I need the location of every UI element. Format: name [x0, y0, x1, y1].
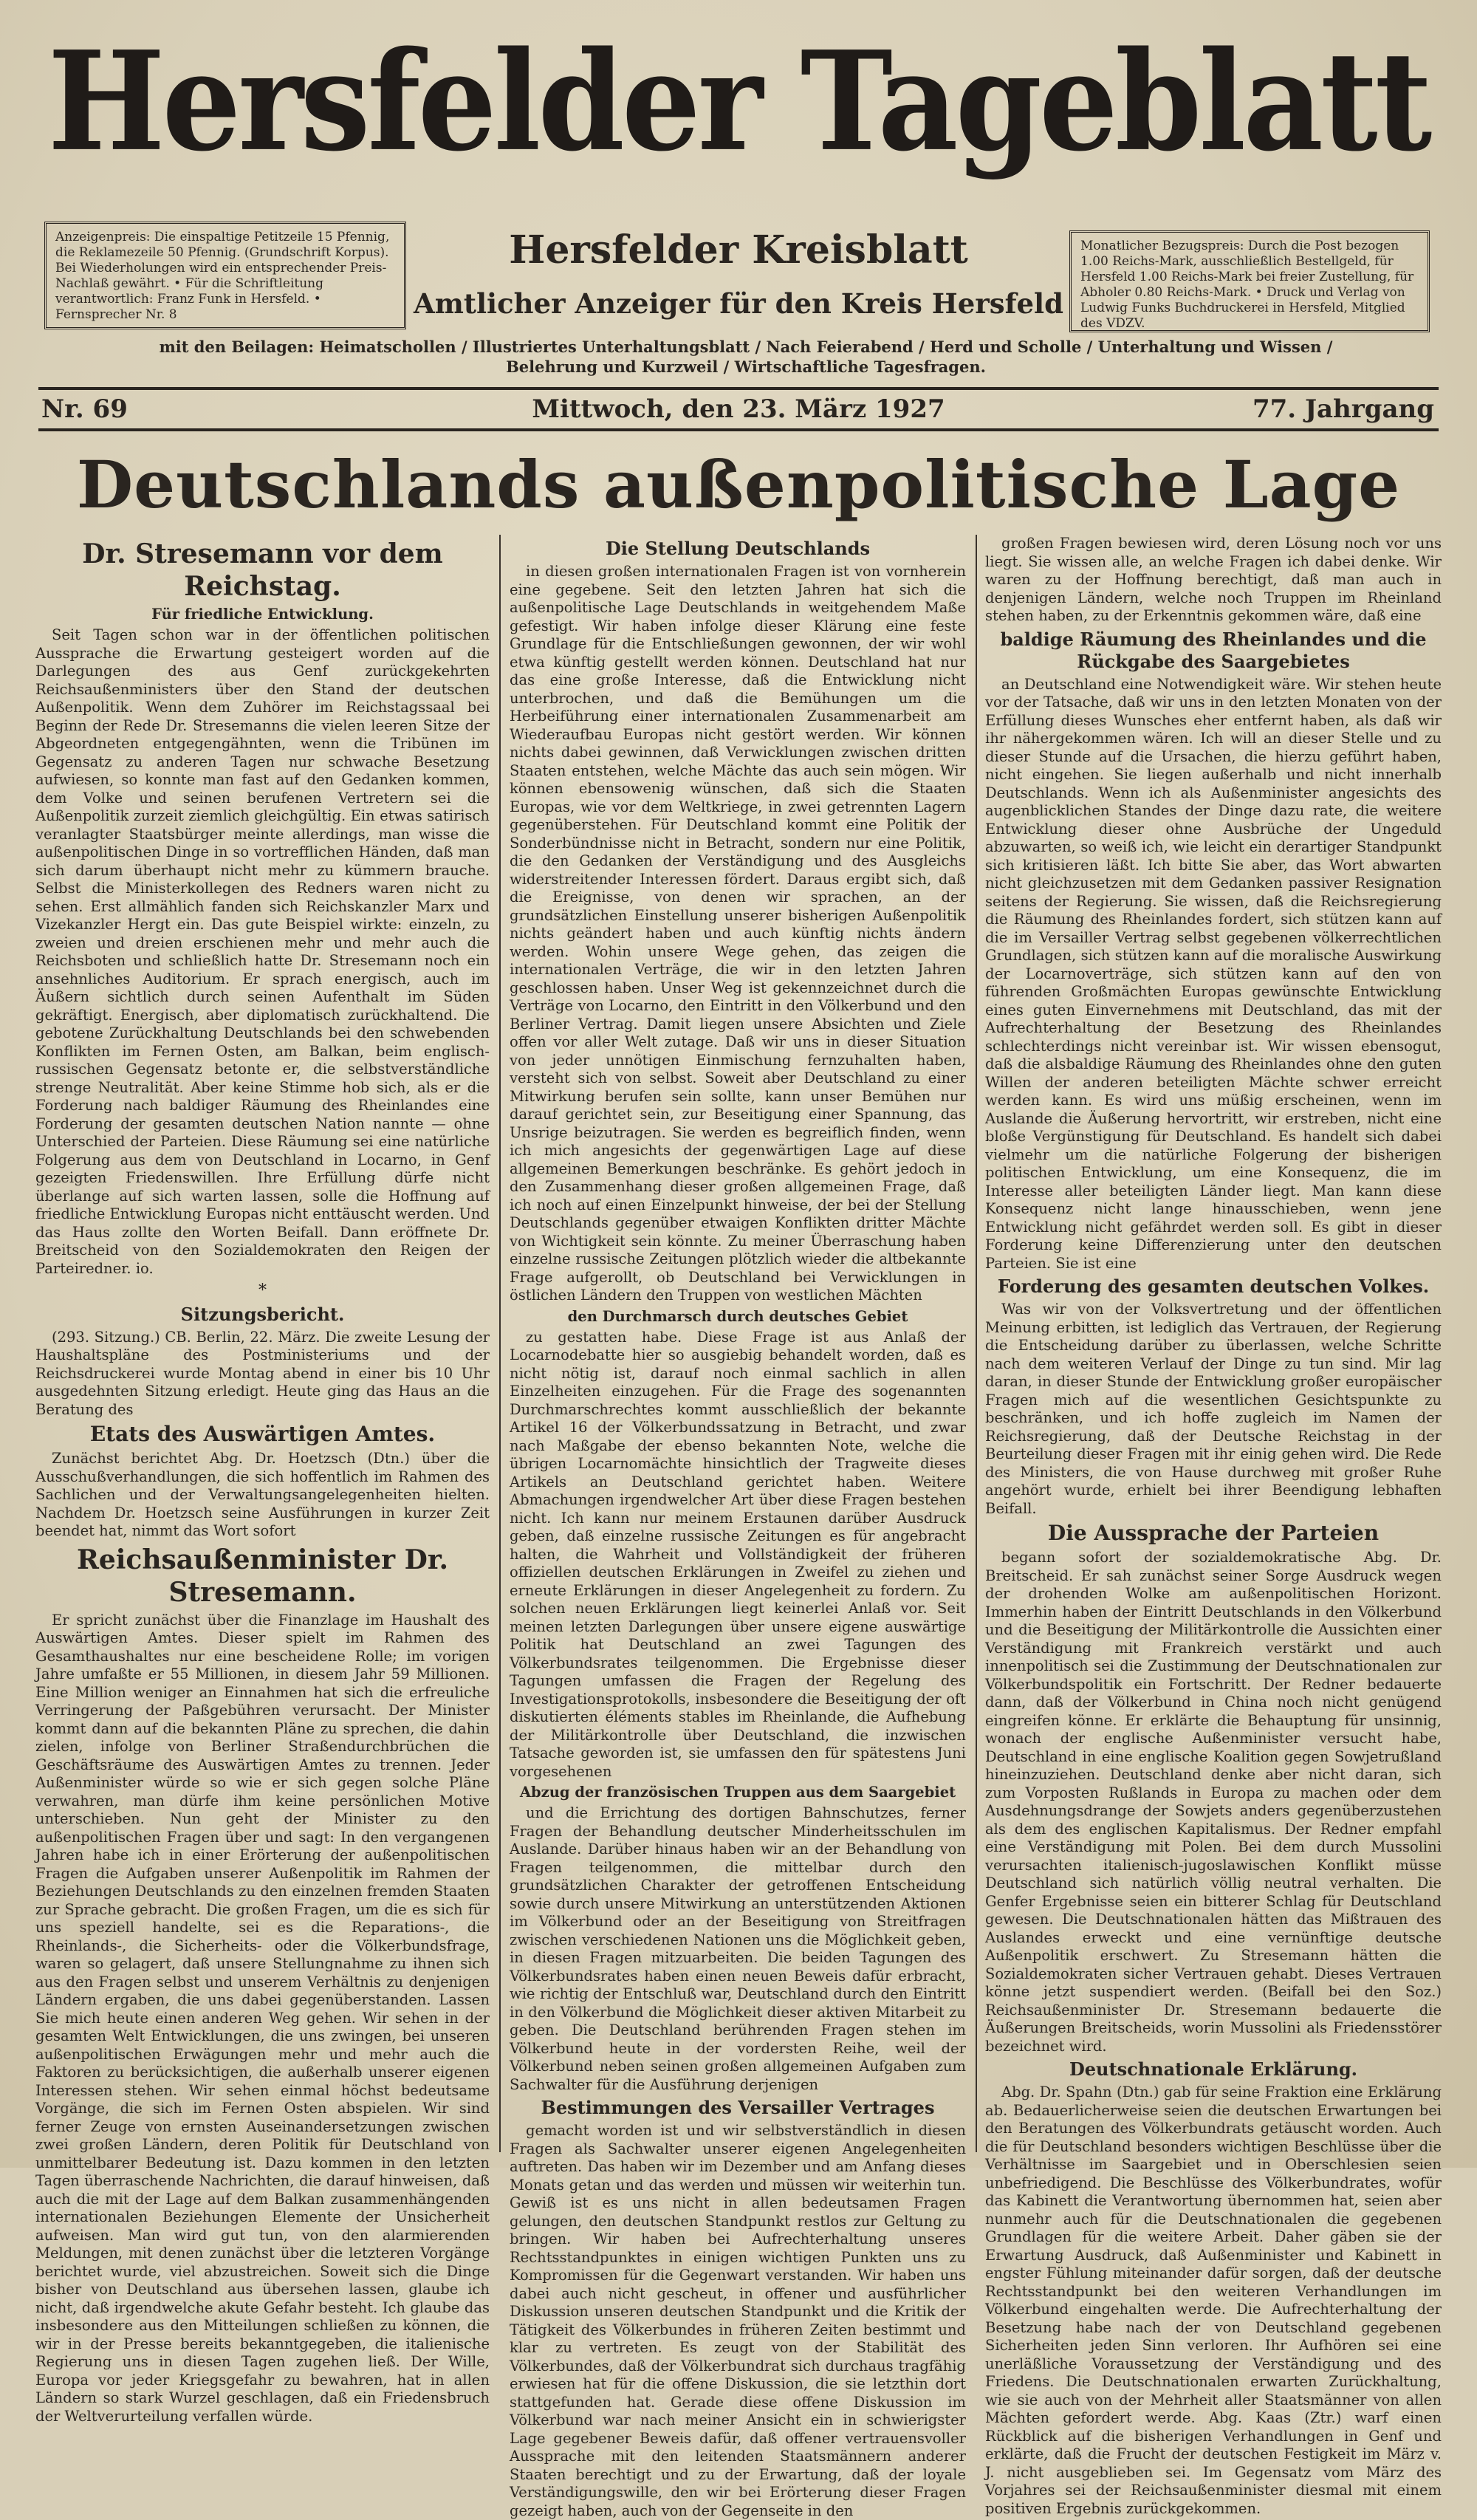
- supplements-line: mit den Beilagen: Heimatschollen / Illustriertes Unterhaltungsblatt / Nach Feierabend / Herd und Scholle / Unterhaltung und Wissen / Belehrung und Kurzweil / Wirtschaftliche Tagesfragen.: [159, 338, 1333, 376]
- article-paragraph: an Deutschland eine Notwendigkeit wäre. Wir stehen heute vor der Tatsache, daß wir uns in den letzten Monaten von der Erfüllung dieses Wunsches eher entfernt haben, als daß wir ihr nähergekommen wären. Ich will an dieser Stelle und zu dieser Stunde auf die Ursachen, die hierzu geführt haben, nicht eingehen. Sie liegen außerhalb und nicht innerhalb Deutschlands. Wenn ich als Außenminister angesichts des augenblicklichen Standes der Dinge dazu rate, die weitere Entwicklung dieser ohne Ausbrüche der Ungeduld abzuwarten, so weiß ich, wie leicht ein derartiger Standpunkt sich kritisieren läßt. Ich bitte Sie aber, das Wort abwarten nicht gleichzusetzen mit dem Gedanken passiver Resignation seitens der Regierung. Sie wissen, daß die Reichsregierung die Räumung des Rheinlandes fordert, sich stützen kann auf die im Versailler Vertrag selbst gegebenen völkerrechtlichen Grundlagen, sich stützen kann auf die moralische Auswirkung der Locarnoverträge, sich stützen kann auf den von führenden Großmächten Europas gewünschte Entwicklung eines guten Einvernehmens mit Deutschland, das mit der Aufrechterhaltung der Besetzung des Rheinlandes schlechterdings nicht vereinbar ist. Wir wissen ebensogut, daß die alsbaldige Räumung des Rheinlandes ohne den guten Willen der anderen beteiligten Mächte schwer erreicht werden kann. Es wird uns müßig erscheinen, wenn im Auslande die Äußerung hervortritt, wir erstreben, nicht eine bloße Vergünstigung für Deutschland. Es handelt sich dabei vielmehr um die natürliche Folgerung der bisherigen politischen Entwicklung, um eine Konsequenz, die im Interesse aller beteiligten Länder liegt. Man kann diese Konsequenz nicht lange hinausschieben, wenn jene Entwicklung nicht gefährdet werden soll. Es gibt in dieser Forderung keine Differenzierung unter den deutschen Parteien. Sie ist eine: [985, 675, 1442, 1272]
- article-paragraph: (293. Sitzung.) CB. Berlin, 22. März. Die zweite Lesung der Haushaltspläne des Postministeriums und der Reichsdruckerei wurde Montag abend in einer bis 10 Uhr ausgedehnten Sitzung erledigt. Heute ging das Haus an die Beratung des: [35, 1328, 490, 1418]
- section-heading: Sitzungsbericht.: [180, 1303, 345, 1325]
- article-paragraph: zu gestatten habe. Diese Frage ist aus Anlaß der Locarnodebatte hier so ausgiebig behandelt worden, daß es nicht nötig ist, darauf noch einmal sachlich in allen Einzelheiten einzugehen. Für die Frage des sogenannten Durchmarschrechtes kommt ausschließlich der bekannte Artikel 16 der Völkerbundssatzung in Betracht, und zwar nach Maßgabe der ebenso bekannten Note, welche die übrigen Locarnomächte hinsichtlich der Tragweite dieses Artikels an Deutschland gerichtet haben. Weitere Abmachungen irgendwelcher Art über diese Fragen bestehen nicht. Ich kann nur meinem Erstaunen darüber Ausdruck geben, daß einzelne russische Zeitungen es für angebracht halten, die Wahrheit und Vollständigkeit der früheren offiziellen deutschen Erklärungen in Zweifel zu ziehen und erneute Erklärungen in dieser Angelegenheit zu fordern. Zu solchen neuen Erklärungen liegt keinerlei Anlaß vor. Seit meinen letzten Darlegungen über unsere eigene auswärtige Politik hat Deutschland an zwei Tagungen des Völkerbundsrates teilgenommen. Die Ergebnisse dieser Tagungen umfassen die Fragen der Regelung des Investigationsprotokolls, insbesondere die Beseitigung der oft diskutierten éléments stables im Rheinlande, die Aufhebung der Militärkontrolle über Deutschland, die inzwischen Tatsache geworden ist, sie umfassen den für spätestens Juni vorgesehenen: [510, 1328, 966, 1780]
- article-paragraph: Seit Tagen schon war in der öffentlichen politischen Aussprache die Erwartung gesteigert worden auf die Darlegungen des aus Genf zurückgekehrten Reichsaußenministers über den Stand der deutschen Außenpolitik. Wenn dem Zuhörer im Reichstagssaal bei Beginn der Rede Dr. Stresemanns die vielen leeren Sitze der Abgeordneten entgegengähnten, wenn die Tribünen im Gegensatz zu anderen Tagen nur schwache Besetzung aufwiesen, so konnte man fast auf den Gedanken kommen, dem Volke und seinen berufenen Vertretern sei die Außenpolitik zurzeit ziemlich gleichgültig. Ein etwas satirisch veranlagter Staatsbürger meinte allerdings, man wisse die außenpolitischen Dinge in so vortrefflichen Händen, daß man sich darum überhaupt nicht mehr zu kümmern brauche. Selbst die Ministerkollegen des Redners waren nicht zu sehen. Erst allmählich fanden sich Reichskanzler Marx und Vizekanzler Hergt ein. Das gute Beispiel wirkte: einzeln, zu zweien und dreien erschienen mehr und mehr auch die Reichsboten und schließlich hatte Dr. Stresemann noch ein ansehnliches Auditorium. Er sprach energisch, auch im Äußern sichtlich durch seinen Aufenthalt im Süden gekräftigt. Energisch, aber diplomatisch zurückhaltend. Die gebotene Zurückhaltung Deutschlands bei den schwebenden Konflikten im Fernen Osten, am Balkan, beim englisch-russischen Gegensatz betonte er, die selbstverständliche strenge Neutralität. Aber keine Stimme hob sich, als er die Forderung nach baldiger Räumung des Rheinlandes eine Forderung der gesamten deutschen Nation nannte — ohne Unterschied der Parteien. Diese Räumung sei eine natürliche Folgerung aus dem von Deutschland in Locarno, in Genf gezeigten Friedenswillen. Ihre Erfüllung dürfe nicht überlange auf sich warten lassen, solle die Hoffnung auf friedliche Entwicklung Europas nicht enttäuscht werden. Und das Haus zollte den Worten Beifall. Dann eröffnete Dr. Breitscheid von den Sozialdemokraten den Reigen der Parteiredner. io.: [35, 626, 490, 1277]
- section-heading: Die Aussprache der Parteien: [1047, 1521, 1380, 1545]
- newspaper-title: Hersfelder Tageblatt: [47, 21, 1430, 182]
- section-heading: Die Stellung Deutschlands: [605, 538, 871, 559]
- column-3: [985, 535, 1442, 2517]
- article-paragraph: großen Fragen bewiesen wird, deren Lösung noch vor uns liegt. Sie wissen alle, an welche Fragen ich dabei denke. Wir waren zu der Hoffnung berechtigt, daß man auch in denjenigen Ländern, welche noch Truppen im Rheinland stehen haben, zu der Erkenntnis gekommen wäre, daß eine: [985, 535, 1442, 624]
- subtitle-anzeiger: Amtlicher Anzeiger für den Kreis Hersfeld: [414, 287, 1063, 320]
- issue-number: Nr. 69: [41, 394, 128, 424]
- masthead: [30, 16, 1447, 216]
- volume-year: 77. Jahrgang: [1252, 394, 1434, 424]
- section-heading: Deutschnationale Erklärung.: [1069, 2058, 1358, 2080]
- section-heading: Forderung des gesamten deutschen Volkes.: [997, 1276, 1430, 1297]
- section-heading: Bestimmungen des Versailler Vertrages: [541, 2097, 935, 2118]
- article-paragraph: Zunächst berichtet Abg. Dr. Hoetzsch (Dtn.) über die Ausschußverhandlungen, die sich hoffentlich im Rahmen des Sachlichen und der Verwaltungsangelegenheiten hielten. Nachdem Dr. Hoetzsch seine Ausführungen in kurzer Zeit beendet hat, nimmt das Wort sofort: [35, 1450, 490, 1539]
- column-2: [510, 535, 966, 2519]
- dateline: [38, 387, 1439, 431]
- subtitle-kreisblatt: Hersfelder Kreisblatt: [509, 227, 968, 273]
- ad-price-box: Anzeigenpreis: Die einspaltige Petitzeile 15 Pfennig, die Reklamezeile 50 Pfennig. (Grundschrift Korpus). Bei Wiederholungen wird ein entsprechender Preis-Nachlaß gewährt. • Für die Schriftleitung verantwortlich: Franz Funk in Hersfeld. • Fernsprecher Nr. 8: [44, 222, 406, 329]
- column-rule: [499, 535, 501, 2152]
- article-paragraph: begann sofort der sozialdemokratische Abg. Dr. Breitscheid. Er sah zunächst seiner Sorge Ausdruck wegen der drohenden Wolke am außenpolitischen Horizont. Immerhin haben der Eintritt Deutschlands in den Völkerbund und die Beseitigung der Militärkontrolle die Aussichten einer Verständigung mit Frankreich verstärkt und auch innenpolitisch sei die Zustimmung der Deutschnationalen zur Völkerbundspolitik ein Fortschritt. Der Redner bedauerte dann, daß der Völkerbund in China noch nicht genügend eingreifen könne. Er erklärte die Behauptung für unsinnig, wonach der englische Außenminister versucht habe, Deutschland in eine englische Koalition gegen Sowjetrußland hineinzuziehen. Deutschland denke aber nicht daran, sich zum Vorposten Rußlands in Europa zu machen oder dem Ausdehnungsdrange der Sowjets anders gegenüberzustehen als dem des englischen Kapitalismus. Der Redner empfahl eine Verständigung mit Polen. Bei dem durch Mussolini verursachten italienisch-jugoslawischen Konflikt müsse Deutschland sich natürlich völlig neutral verhalten. Die Genfer Ergebnisse seien ein bitterer Schlag für Deutschland gewesen. Die Deutschnationalen hätten das Mißtrauen des Auslandes erweckt und eine vernünftige deutsche Außenpolitik erschwert. Zu Stresemann hätten die Sozialdemokraten sicher Vertrauen gehabt. Dieses Vertrauen könne jetzt suspendiert werden. (Beifall bei den Soz.) Reichsaußenminister Dr. Stresemann bedauerte die Äußerungen Breitscheids, worin Mussolini als Friedensstörer bezeichnet wird.: [985, 1549, 1442, 2055]
- article-paragraph: und die Errichtung des dortigen Bahnschutzes, ferner Fragen der Behandlung deutscher Minderheitsschulen im Auslande. Darüber hinaus haben wir an der Behandlung von Fragen teilgenommen, die mittelbar durch den grundsätzlichen Charakter der getroffenen Entscheidung sowie durch unsere Mitwirkung an unterstützenden Aktionen im Völkerbund oder an der Beseitigung von Streitfragen zwischen verschiedenen Nationen uns die Möglichkeit geben, in diesen Fragen mitzuarbeiten. Die beiden Tagungen des Völkerbundsrates haben einen neuen Beweis dafür erbracht, wie richtig der Entschluß war, Deutschland durch den Eintritt in den Völkerbund die Möglichkeit dieser aktiven Mitarbeit zu geben. Die Deutschland berührenden Fragen stehen im Völkerbund heute in der vordersten Reihe, weil der Völkerbund neben seinen großen allgemeinen Aufgaben zum Sachwalter für die Ausführung derjenigen: [510, 1804, 966, 2093]
- section-heading: Reichsaußenminister Dr. Stresemann.: [76, 1544, 449, 1608]
- section-heading: baldige Räumung des Rheinlandes und die Rückgabe des Saargebietes: [1000, 628, 1427, 672]
- column-1: [35, 535, 490, 2425]
- column-rule: [976, 535, 977, 2152]
- main-headline: Deutschlands außenpolitische Lage: [76, 446, 1401, 523]
- article-paragraph: in diesen großen internationalen Fragen ist von vornherein eine gegebene. Seit den letzten Jahren hat sich die außenpolitische Lage Deutschlands in weitgehendem Maße gefestigt. Wir haben infolge dieser Klärung eine feste Grundlage für die Entschließungen gewonnen, der wir wohl etwa künftig gestellt werden können. Deutschland hat nur das eine große Interesse, daß die Entwicklung nicht unterbrochen, und daß die Bemühungen um die Herbeiführung einer internationalen Zusammenarbeit am Wiederaufbau Europas nicht gestört werden. Wir können nichts dabei gewinnen, daß Verwicklungen zwischen dritten Staaten entstehen, welche Mächte das auch sein mögen. Wir können ebensowenig wünschen, daß sich die Staaten Europas, wie vor dem Weltkriege, in zwei getrennten Lagern gegenüberstehen. Für Deutschland kommt eine Politik der Sonderbündnisse nicht in Betracht, sondern nur eine Politik, die den Gedanken der Verständigung und des Ausgleichs widerstreitender Interessen fördert. Daraus ergibt sich, daß die Ereignisse, von denen wir sprachen, an der grundsätzlichen Einstellung unserer bisherigen Außenpolitik nichts geändert haben und auch künftig nichts ändern werden. Wohin unsere Wege gehen, das zeigen die internationalen Verträge, die wir in den letzten Jahren geschlossen haben. Unser Weg ist gekennzeichnet durch die Verträge von Locarno, den Eintritt in den Völkerbund und den Berliner Vertrag. Damit liegen unsere Absichten und Ziele offen vor aller Welt zutage. Daß wir uns in dieser Situation von jeder unnötigen Einmischung fernzuhalten haben, versteht sich von selbst. Soweit aber Deutschland zu einer Mitwirkung berufen sein sollte, kann unser Bemühen nur darauf gerichtet sein, zur Beseitigung einer Spannung, das Unsrige beizutragen. Sie werden es begreiflich finden, wenn ich mich angesichts der gegenwärtigen Lage auf diese allgemeinen Bemerkungen beschränke. Es gehört jedoch in den Zusammenhang dieser großen allgemeinen Frage, daß ich noch auf einen Einzelpunkt hinweise, der bei der Stellung Deutschlands gegenüber etwaigen Konflikten dritter Mächte von Wichtigkeit sein könnte. Zu meiner Überraschung haben einzelne russische Zeitungen plötzlich wieder die altbekannte Frage aufgerollt, ob Deutschland bei Verwicklungen in östlichen Ländern den Truppen von westlichen Mächten: [510, 563, 966, 1304]
- article-paragraph: Was wir von der Volksvertretung und der öffentlichen Meinung erbitten, ist lediglich das Vertrauen, der Regierung die Entscheidung darüber zu überlassen, welche Schritte nach dem weiteren Verlauf der Dinge zu tun sind. Mir lag daran, in dieser Stunde der Entwicklung großer europäischer Fragen mich auf die wesentlichen Gesichtspunkte zu beschränken, und ich hoffe zugleich im Namen der Reichsregierung, daß der Deutsche Reichstag in der Beurteilung dieser Fragen mit ihr einig gehen wird. Die Rede des Ministers, die von Hause durchweg mit großer Ruhe angehört wurde, erhielt bei ihrer Beendigung lebhaften Beifall.: [985, 1301, 1442, 1517]
- article-paragraph: Er spricht zunächst über die Finanzlage im Haushalt des Auswärtigen Amtes. Dieser spielt im Rahmen des Gesamthaushaltes nur eine bescheidene Rolle; im vorigen Jahre umfaßte er 55 Millionen, in diesem Jahr 59 Millionen. Eine Million weniger an Einnahmen hat sich die erfreuliche Verringerung der Paßgebühren verursacht. Der Minister kommt dann auf die bekannten Pläne zu sprechen, die dahin zielen, infolge von Berliner Straßendurchbrüchen die Geschäftsräume des Auswärtigen Amtes zu trennen. Jeder Außenminister würde so wie er sich gegen solche Pläne verwahren, man dürfe ihm keine persönlichen Motive unterschieben. Nun geht der Minister zu den außenpolitischen Fragen über und sagt: In den vergangenen Jahren habe ich in einer Erörterung der außenpolitischen Fragen die Aufgaben unserer Außenpolitik im Rahmen der Beziehungen Deutschlands zu den einzelnen fremden Staaten zur Sprache gebracht. Die großen Fragen, um die es sich für uns speziell handelte, sei es die Reparations-, die Rheinlands-, die Sicherheits- oder die Völkerbundsfrage, waren so gelagert, daß unsere Stellungnahme zu ihnen sich aus den Fragen selbst und unserem Verhältnis zu denjenigen Ländern ergaben, die uns dabei gegenüberstanden. Lassen Sie mich heute einen anderen Weg gehen. Wir sehen in der gesamten Welt Entwicklungen, die uns zwingen, bei unseren außenpolitischen Erwägungen mehr und mehr auch die Faktoren zu berücksichtigen, die außerhalb unserer eigenen Interessen stehen. Wir sehen einmal höchst bedeutsame Vorgänge, die sich im Fernen Osten abspielen. Wir sind ferner Zeuge von ernsten Auseinandersetzungen zwischen zwei großen Ländern, deren Politik für Deutschland von unmittelbarer Bedeutung ist. Dazu kommen in den letzten Tagen überraschende Nachrichten, die darauf hinweisen, daß auch die mit der Lage auf dem Balkan zusammenhängenden internationalen Beziehungen Elemente der Unsicherheit aufweisen. Man wird gut tun, von den alarmierenden Meldungen, mit denen zunächst über die letzteren Vorgänge berichtet wurde, viel abzustreichen. Soweit sich die Dinge bisher von Deutschland aus übersehen lassen, glaube ich nicht, daß irgendwelche akute Gefahr besteht. Ich glaube das insbesondere aus den Mitteilungen schließen zu können, die wir in der Presse bereits bekanntgegeben, die italienische Regierung uns in diesen Tagen zugehen ließ. Der Wille, Europa vor jeder Kriegsgefahr zu bewahren, hat in allen Ländern so stark Wurzel geschlagen, daß ein Friedensbruch der Weltverurteilung verfallen würde.: [35, 1611, 490, 2425]
- article-paragraph: gemacht worden ist und wir selbstverständlich in diesen Fragen als Sachwalter unserer eigenen Angelegenheiten auftreten. Das haben wir im Dezember und am Anfang dieses Monats getan und das werden und müssen wir weiterhin tun. Gewiß ist es uns nicht in allen bedeutsamen Fragen gelungen, den deutschen Standpunkt restlos zur Geltung zu bringen. Wir haben bei Aufrechterhaltung unseres Rechtsstandpunktes in einigen wichtigen Punkten uns zu Kompromissen für die Gegenwart verstanden. Wir haben uns dabei auch nicht gescheut, in offener und ausführlicher Diskussion unseren deutschen Standpunkt und die Kritik der Tätigkeit des Völkerbundes in früheren Zeiten bestimmt und klar zu vertreten. Es zeugt von der Stabilität des Völkerbundes, daß der Völkerbundrat sich durchaus tragfähig erwiesen hat für die offene Diskussion, die sie letzthin dort stattgefunden hat. Gerade diese offene Diskussion im Völkerbund war nach meiner Ansicht ein in schwierigster Lage gegebener Beweis dafür, daß offener vertrauensvoller Aussprache mit den leitenden Staatsmännern anderer Staaten berechtigt und zu der Erwartung, daß der loyale Verständigungswille, den wir bei Erörterung dieser Fragen gezeigt haben, auch von der Gegenseite in den: [510, 2122, 966, 2519]
- article-subheading: Für friedliche Entwicklung.: [151, 606, 374, 623]
- subscription-price-box: Monatlicher Bezugspreis: Durch die Post bezogen 1.00 Reichs-Mark, ausschließlich Bestellgeld, für Hersfeld 1.00 Reichs-Mark bei freier Zustellung, für Abholer 0.80 Reichs-Mark. • Druck und Verlag von Ludwig Funks Buchdruckerei in Hersfeld, Mitglied des VDZV.: [1069, 230, 1430, 332]
- article-heading: Dr. Stresemann vor dem Reichstag.: [82, 538, 443, 602]
- article-paragraph: Abg. Dr. Spahn (Dtn.) gab für seine Fraktion eine Erklärung ab. Bedauerlicherweise seien die deutschen Erwartungen bei den Beratungen des Völkerbundrats getäuscht worden. Auch die für Deutschland besonders wichtigen Beschlüsse über die Verhältnisse im Saargebiet und in Oberschlesien seien unbefriedigend. Die Beschlüsse des Völkerbundrates, wofür das Kabinett die Verantwortung übernommen hat, seien aber nunmehr auch für die Deutschnationalen die gegebenen Grundlagen für die weitere Arbeit. Daher gäben sie der Erwartung Ausdruck, daß Außenminister und Kabinett in engster Fühlung miteinander dafür sorgen, daß der deutsche Rechtsstandpunkt bei den weiteren Verhandlungen im Völkerbund eingehalten werde. Die Aufrechterhaltung der Besetzung habe nach der von Deutschland gegebenen Sicherheiten jeden Sinn verloren. Ihr Aufhören sei eine unerläßliche Voraussetzung der Verständigung und des Friedens. Die Deutschnationalen erwarten Zurückhaltung, wie sie auch von der Mehrheit aller Staatsmänner von allen Mächten gefordert werde. Abg. Kaas (Ztr.) warf einen Rückblick auf die bisherigen Verhandlungen in Genf und erklärte, daß die Frucht der deutschen Festigkeit im März v. J. nicht ausgeblieben sei. Im Gegensatz vom März des Vorjahres sei der Reichsaußenminister diesmal mit einem positiven Ergebnis zurückgekommen.: [985, 2084, 1442, 2517]
- section-heading: den Durchmarsch durch deutsches Gebiet: [567, 1307, 908, 1325]
- issue-date: Mittwoch, den 23. März 1927: [532, 394, 945, 424]
- separator-star: *: [258, 1281, 267, 1300]
- section-heading: Abzug der französischen Truppen aus dem Saargebiet: [519, 1784, 956, 1801]
- section-heading: Etats des Auswärtigen Amtes.: [89, 1422, 436, 1446]
